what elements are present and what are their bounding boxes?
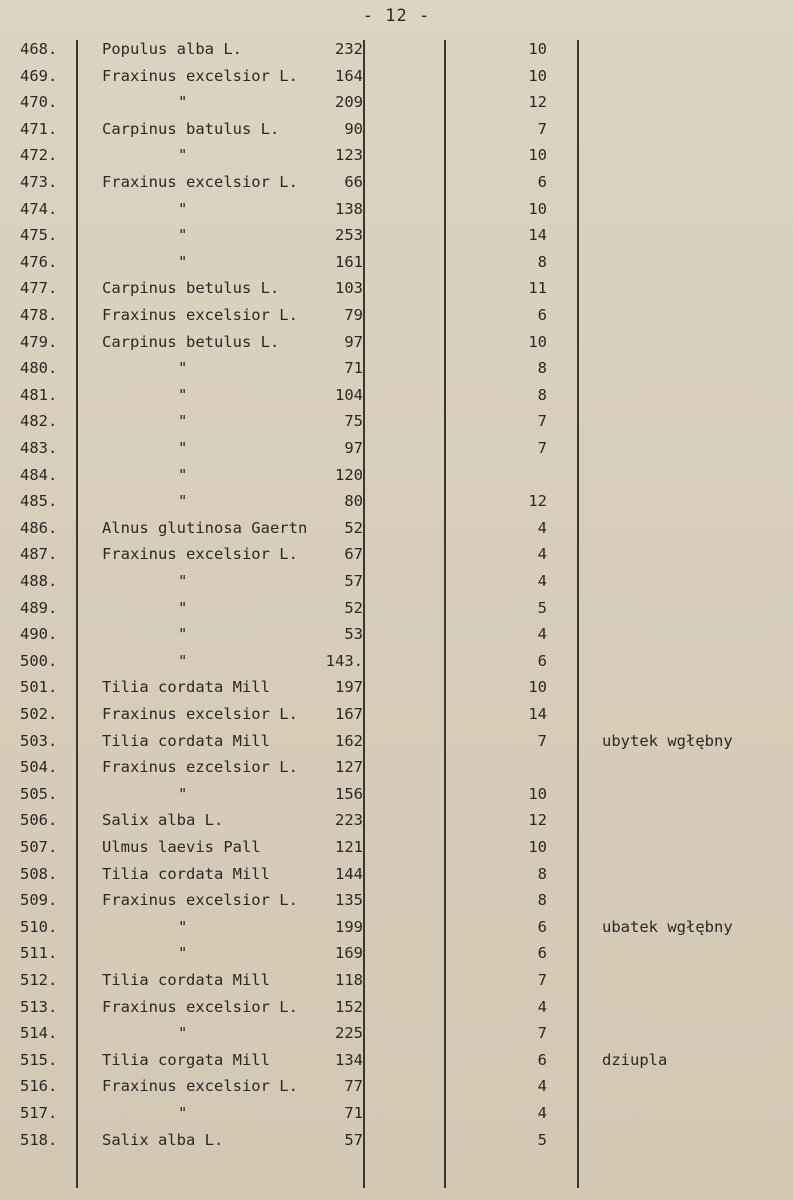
table-row: [0, 781, 793, 808]
value-a: 103: [335, 279, 363, 298]
value-a: 57: [344, 1130, 363, 1149]
row-number: 480.: [20, 359, 58, 378]
table-row: [0, 807, 793, 834]
remark: ubatek wgłębny: [602, 917, 733, 936]
table-row: [0, 142, 793, 169]
species-name: Carpinus batulus L.: [102, 119, 280, 138]
species-name: ": [178, 572, 188, 590]
value-b: 8: [537, 891, 547, 910]
row-number: 517.: [20, 1104, 58, 1122]
table-row: [0, 701, 793, 728]
value-b: 4: [537, 997, 547, 1016]
table-row: [0, 36, 793, 63]
value-a: 80: [344, 492, 363, 511]
species-name: Salix alba L.: [102, 1130, 224, 1149]
value-a: 79: [344, 306, 363, 324]
species-name: ": [178, 625, 188, 644]
row-number: 484.: [20, 465, 58, 484]
table-row: [0, 1073, 793, 1100]
row-number: 481.: [20, 385, 58, 404]
row-number: 470.: [20, 93, 58, 112]
table-row: [0, 302, 793, 329]
table-row: [0, 355, 793, 382]
table-row: [0, 169, 793, 196]
row-number: 514.: [20, 1024, 58, 1043]
row-number: 502.: [20, 705, 58, 723]
species-name: ": [178, 598, 188, 617]
value-a: 199: [335, 917, 363, 936]
value-a: 164: [335, 66, 363, 85]
species-name: ": [178, 917, 188, 936]
table-row: [0, 462, 793, 489]
value-b: 8: [537, 359, 547, 378]
value-a: 143.: [325, 651, 363, 670]
table-row: [0, 967, 793, 994]
value-b: 6: [537, 917, 547, 936]
species-name: ": [178, 359, 188, 378]
species-name: Fraxinus excelsior L.: [102, 66, 298, 85]
table-row: [0, 435, 793, 462]
table-row: [0, 541, 793, 568]
value-b: 6: [537, 1050, 547, 1069]
value-b: 4: [537, 1104, 547, 1122]
row-number: 503.: [20, 731, 58, 750]
value-b: 4: [537, 518, 547, 537]
value-a: 90: [344, 119, 363, 138]
value-b: 7: [537, 439, 547, 457]
table-row: [0, 674, 793, 701]
value-a: 104: [335, 385, 363, 404]
species-name: Fraxinus excelsior L.: [102, 173, 298, 191]
species-name: ": [178, 1024, 188, 1043]
value-b: 12: [528, 811, 547, 830]
row-number: 509.: [20, 891, 58, 910]
row-number: 486.: [20, 518, 58, 537]
value-b: 10: [528, 40, 547, 58]
value-b: 14: [528, 226, 547, 245]
value-b: 4: [537, 625, 547, 644]
table-row: [0, 568, 793, 595]
value-b: 7: [537, 1024, 547, 1043]
value-a: 75: [344, 412, 363, 431]
row-number: 468.: [20, 40, 58, 58]
value-a: 156: [335, 784, 363, 803]
species-name: ": [178, 492, 188, 511]
species-name: Fraxinus excelsior L.: [102, 1077, 298, 1096]
row-number: 475.: [20, 226, 58, 245]
value-a: 162: [335, 731, 363, 750]
row-number: 512.: [20, 971, 58, 989]
value-b: 8: [537, 252, 547, 271]
species-name: Fraxinus ezcelsior L.: [102, 758, 298, 777]
row-number: 501.: [20, 678, 58, 697]
row-number: 513.: [20, 997, 58, 1016]
table-row: [0, 595, 793, 622]
species-name: Fraxinus excelsior L.: [102, 545, 298, 564]
row-number: 490.: [20, 625, 58, 644]
value-a: 225: [335, 1024, 363, 1043]
value-b: 6: [537, 173, 547, 191]
value-b: 5: [537, 598, 547, 617]
value-b: 8: [537, 864, 547, 883]
row-number: 516.: [20, 1077, 58, 1096]
species-name: ": [178, 439, 188, 457]
value-a: 118: [335, 971, 363, 989]
species-name: Tilia cordata Mill: [102, 678, 270, 697]
table-row: [0, 1100, 793, 1127]
value-a: 120: [335, 465, 363, 484]
species-name: Fraxinus excelsior L.: [102, 997, 298, 1016]
species-name: Tilia cordata Mill: [102, 864, 270, 883]
species-name: Fraxinus excelsior L.: [102, 705, 298, 723]
value-a: 97: [344, 439, 363, 457]
row-number: 518.: [20, 1130, 58, 1149]
row-number: 473.: [20, 173, 58, 191]
value-b: 4: [537, 572, 547, 590]
table-row: [0, 648, 793, 675]
value-a: 71: [344, 359, 363, 378]
species-name: ": [178, 252, 188, 271]
value-b: 7: [537, 119, 547, 138]
value-b: 4: [537, 1077, 547, 1096]
value-a: 232: [335, 40, 363, 58]
table-row: [0, 621, 793, 648]
species-name: Tilia cordata Mill: [102, 731, 270, 750]
value-b: 10: [528, 66, 547, 85]
species-name: ": [178, 93, 188, 112]
row-number: 500.: [20, 651, 58, 670]
row-number: 485.: [20, 492, 58, 511]
species-name: ": [178, 412, 188, 431]
value-b: 10: [528, 678, 547, 697]
row-number: 505.: [20, 784, 58, 803]
table-row: [0, 275, 793, 302]
value-a: 127: [335, 758, 363, 777]
species-name: Ulmus laevis Pall: [102, 838, 261, 856]
value-a: 161: [335, 252, 363, 271]
row-number: 488.: [20, 572, 58, 590]
value-a: 135: [335, 891, 363, 910]
value-a: 52: [344, 518, 363, 537]
table-row: [0, 515, 793, 542]
row-number: 474.: [20, 199, 58, 218]
table-row: [0, 940, 793, 967]
table-row: [0, 196, 793, 223]
value-b: 10: [528, 838, 547, 856]
table-row: [0, 89, 793, 116]
remark: ubytek wgłębny: [602, 731, 733, 750]
species-name: Tilia corgata Mill: [102, 1050, 270, 1069]
species-name: ": [178, 199, 188, 218]
value-b: 8: [537, 385, 547, 404]
table-row: [0, 329, 793, 356]
value-b: 4: [537, 545, 547, 564]
value-a: 97: [344, 332, 363, 351]
value-b: 10: [528, 146, 547, 165]
species-name: ": [178, 385, 188, 404]
species-name: ": [178, 146, 188, 165]
value-b: 7: [537, 731, 547, 750]
table-row: [0, 1127, 793, 1154]
value-a: 52: [344, 598, 363, 617]
row-number: 489.: [20, 598, 58, 617]
value-b: 14: [528, 705, 547, 723]
table-row: [0, 116, 793, 143]
table-row: [0, 222, 793, 249]
value-b: 11: [528, 279, 547, 298]
value-b: 6: [537, 306, 547, 324]
value-a: 197: [335, 678, 363, 697]
table-row: [0, 408, 793, 435]
species-name: Fraxinus excelsior L.: [102, 306, 298, 324]
value-a: 144: [335, 864, 363, 883]
species-name: ": [178, 651, 188, 670]
value-b: 10: [528, 199, 547, 218]
row-number: 506.: [20, 811, 58, 830]
value-b: 5: [537, 1130, 547, 1149]
value-a: 66: [344, 173, 363, 191]
value-b: 12: [528, 492, 547, 511]
row-number: 482.: [20, 412, 58, 431]
table-row: [0, 1020, 793, 1047]
table-row: [0, 834, 793, 861]
species-name: ": [178, 784, 188, 803]
species-name: Alnus glutinosa Gaertn: [102, 518, 308, 537]
row-number: 478.: [20, 306, 58, 324]
value-a: 167: [335, 705, 363, 723]
species-name: Tilia cordata Mill: [102, 971, 270, 989]
value-a: 169: [335, 944, 363, 963]
value-a: 134: [335, 1050, 363, 1069]
value-a: 152: [335, 997, 363, 1016]
table-row: [0, 861, 793, 888]
species-name: ": [178, 1104, 188, 1122]
row-number: 476.: [20, 252, 58, 271]
row-number: 479.: [20, 332, 58, 351]
value-a: 121: [335, 838, 363, 856]
row-number: 511.: [20, 944, 58, 963]
row-number: 472.: [20, 146, 58, 165]
row-number: 507.: [20, 838, 58, 856]
row-number: 510.: [20, 917, 58, 936]
value-a: 53: [344, 625, 363, 644]
value-b: 7: [537, 971, 547, 989]
table-row: [0, 994, 793, 1021]
table-row: [0, 488, 793, 515]
value-a: 223: [335, 811, 363, 830]
species-name: Populus alba L.: [102, 40, 242, 58]
value-b: 10: [528, 332, 547, 351]
row-number: 504.: [20, 758, 58, 777]
value-b: 12: [528, 93, 547, 112]
row-number: 483.: [20, 439, 58, 457]
value-a: 67: [344, 545, 363, 564]
species-name: ": [178, 226, 188, 245]
value-a: 57: [344, 572, 363, 590]
species-name: Carpinus betulus L.: [102, 332, 280, 351]
remark: dziupla: [602, 1050, 668, 1069]
value-b: 6: [537, 944, 547, 963]
species-name: Salix alba L.: [102, 811, 224, 830]
row-number: 477.: [20, 279, 58, 298]
species-name: Fraxinus excelsior L.: [102, 891, 298, 910]
value-a: 123: [335, 146, 363, 165]
species-name: Carpinus betulus L.: [102, 279, 280, 298]
row-number: 508.: [20, 864, 58, 883]
value-a: 209: [335, 93, 363, 112]
value-b: 7: [537, 412, 547, 431]
value-b: 6: [537, 651, 547, 670]
table-row: [0, 63, 793, 90]
row-number: 471.: [20, 119, 58, 138]
value-a: 71: [344, 1104, 363, 1122]
table-row: [0, 728, 793, 755]
table-row: [0, 887, 793, 914]
species-name: ": [178, 465, 188, 484]
value-a: 77: [344, 1077, 363, 1096]
table-row: [0, 1047, 793, 1074]
page-number: - 12 -: [362, 6, 431, 26]
value-a: 138: [335, 199, 363, 218]
species-name: ": [178, 944, 188, 963]
row-number: 515.: [20, 1050, 58, 1069]
table-row: [0, 382, 793, 409]
table-row: [0, 914, 793, 941]
value-a: 253: [335, 226, 363, 245]
value-b: 10: [528, 784, 547, 803]
row-number: 469.: [20, 66, 58, 85]
table-row: [0, 754, 793, 781]
table-row: [0, 249, 793, 276]
row-number: 487.: [20, 545, 58, 564]
